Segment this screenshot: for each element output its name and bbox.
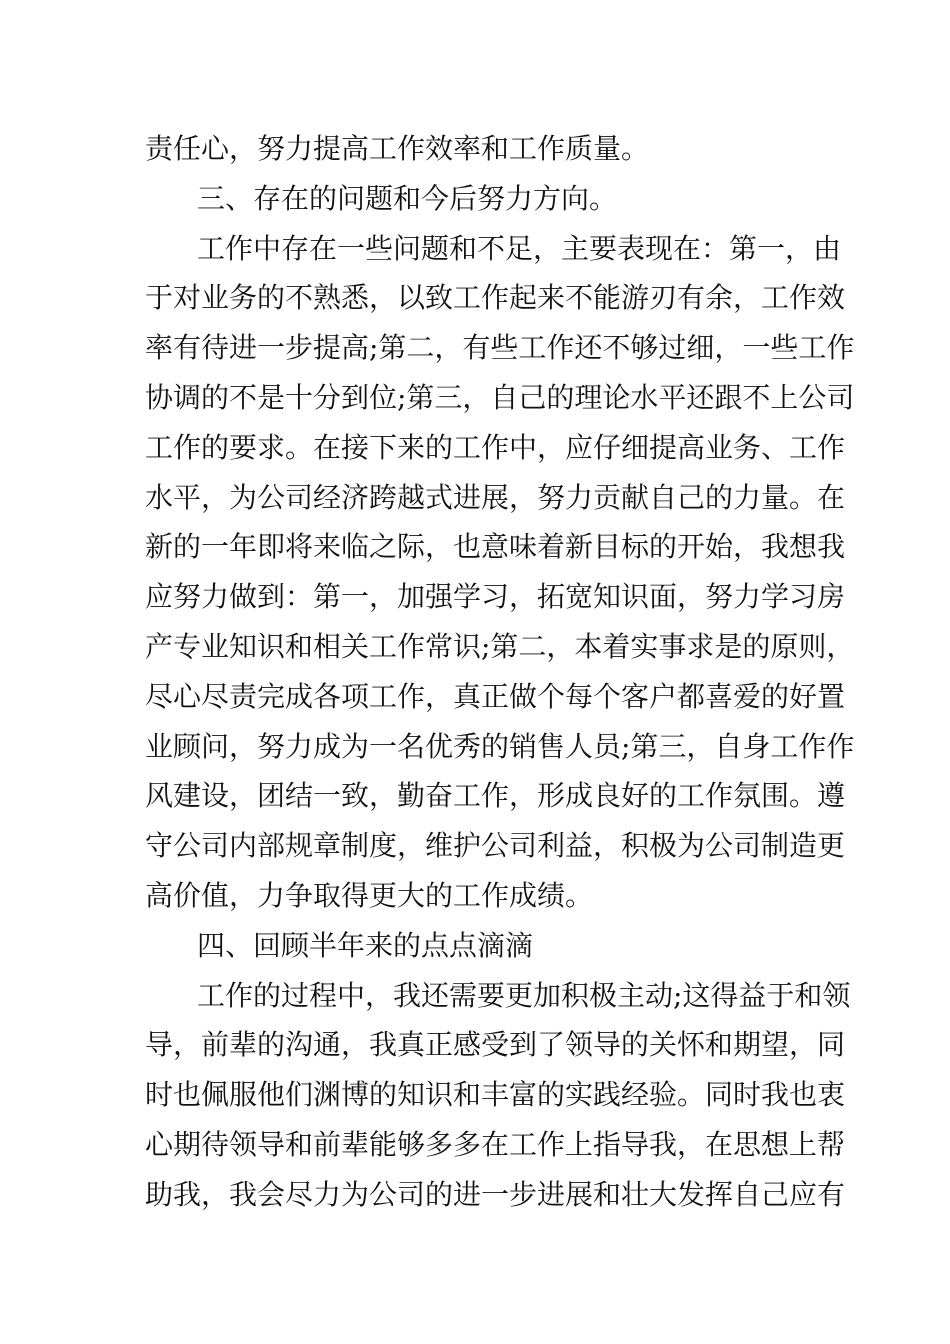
paragraph-line: 新的一年即将来临之际，也意味着新目标的开始，我想我	[145, 530, 846, 564]
paragraph-line: 时也佩服他们渊博的知识和丰富的实践经验。同时我也衷	[145, 1078, 846, 1112]
section-heading: 三、存在的问题和今后努力方向。	[197, 181, 618, 215]
paragraph-line: 导，前辈的沟通，我真正感受到了领导的关怀和期望，同	[145, 1028, 846, 1062]
paragraph-line: 产专业知识和相关工作常识;第二，本着实事求是的原则，	[145, 629, 855, 663]
paragraph-line: 率有待进一步提高;第二，有些工作还不够过细，一些工作	[145, 331, 855, 365]
paragraph-line: 工作的过程中，我还需要更加积极主动;这得益于和领	[197, 978, 851, 1012]
paragraph-line: 心期待领导和前辈能够多多在工作上指导我，在思想上帮	[145, 1127, 846, 1161]
paragraph-line: 应努力做到：第一，加强学习，拓宽知识面，努力学习房	[145, 580, 846, 614]
paragraph-line: 守公司内部规章制度，维护公司利益，积极为公司制造更	[145, 829, 846, 863]
section-heading: 四、回顾半年来的点点滴滴	[197, 928, 534, 962]
paragraph-line: 业顾问，努力成为一名优秀的销售人员;第三，自身工作作	[145, 729, 855, 763]
paragraph-line: 尽心尽责完成各项工作，真正做个每个客户都喜爱的好置	[145, 679, 846, 713]
document-body	[145, 124, 855, 1220]
paragraph-line: 风建设，团结一致，勤奋工作，形成良好的工作氛围。遵	[145, 779, 846, 813]
paragraph-line: 责任心，努力提高工作效率和工作质量。	[145, 132, 650, 165]
paragraph-line: 工作的要求。在接下来的工作中，应仔细提高业务、工作	[145, 430, 846, 464]
paragraph-line: 助我，我会尽力为公司的进一步进展和壮大发挥自己应有	[145, 1177, 846, 1211]
paragraph-line: 协调的不是十分到位;第三，自己的理论水平还跟不上公司	[145, 380, 855, 414]
paragraph-line: 高价值，力争取得更大的工作成绩。	[145, 878, 594, 912]
paragraph-line: 工作中存在一些问题和不足，主要表现在：第一，由	[197, 231, 842, 265]
paragraph-line: 于对业务的不熟悉，以致工作起来不能游刃有余，工作效	[145, 281, 846, 315]
paragraph-line: 水平，为公司经济跨越式进展，努力贡献自己的力量。在	[145, 480, 846, 514]
